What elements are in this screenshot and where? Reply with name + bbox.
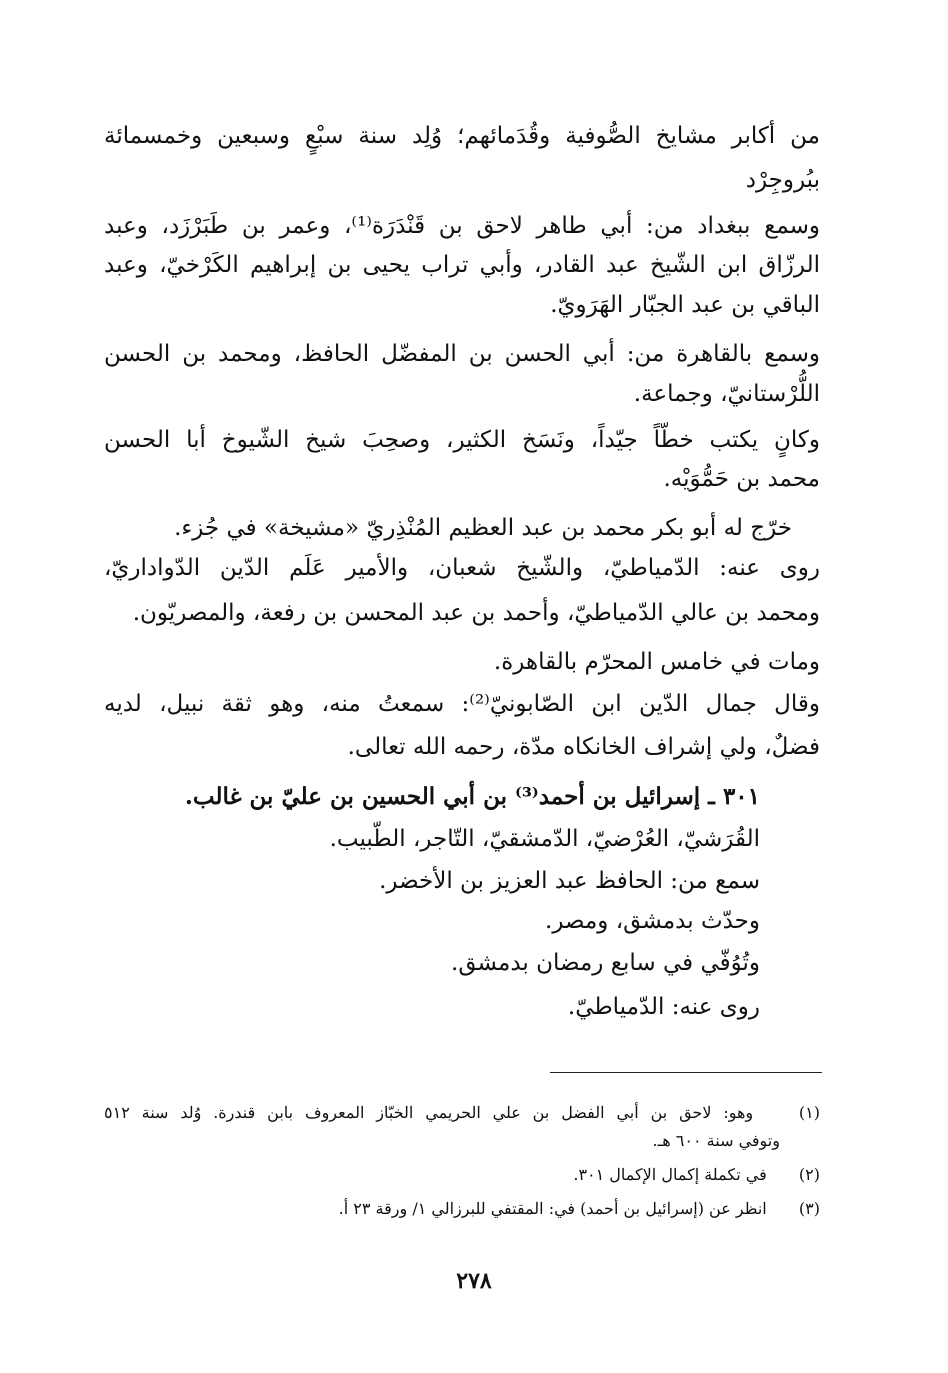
- body-line-6: وسمع بالقاهرة من: أبي الحسن بن المفضّل الحافظ، ومحمد بن الحسن: [104, 341, 820, 367]
- footnote-3: [339, 1196, 820, 1222]
- page-number: ٢٧٨: [456, 1268, 492, 1294]
- body-line-10: خرّج له أبو بكر محمد بن عبد العظيم المُنْذِريّ «مشيخة» في جُزء.: [174, 515, 792, 541]
- entry-301-line-4: وتُوُفّي في سابع رمضان بدمشق.: [451, 950, 760, 976]
- body-line-3: وسمع ببغداد من: أبي طاهر لاحق بن قَنْدَرَة⁽¹⁾، وعمر بن طَبَرْزَد، وعبد: [104, 213, 820, 239]
- body-line-5: الباقي بن عبد الجبّار الهَرَويّ.: [550, 292, 820, 318]
- body-line-12: ومحمد بن عالي الدّمياطيّ، وأحمد بن عبد المحسن بن رفعة، والمصريّون.: [132, 600, 820, 626]
- footnote-1-text: وهو: لاحق بن أبي الفضل بن علي الحريمي الخبّاز المعروف بابن قندرة. وُلد سنة ٥١٢: [104, 1103, 754, 1122]
- body-line-8: وكانٍ يكتب خطّاً جيّداً، ونَسَخ الكثير، وصحِبَ شيخ الشّيوخ أبا الحسن: [104, 427, 820, 453]
- entry-301-line-5: روى عنه: الدّمياطيّ.: [567, 994, 760, 1020]
- entry-301-heading: ٣٠١ ـ إسرائيل بن أحمد⁽³⁾ بن أبي الحسين بن عليّ بن غالب.: [184, 783, 760, 810]
- body-line-13: ومات في خامس المحرّم بالقاهرة.: [493, 649, 820, 675]
- body-line-11: روى عنه: الدّمياطيّ، والشّيخ شعبان، والأمير عَلَم الدّين الدّواداريّ،: [104, 555, 820, 581]
- footnote-2-number: (٢): [798, 1165, 820, 1184]
- body-line-4: الرزّاق ابن الشّيخ عبد القادر، وأبي تراب يحيى بن إبراهيم الكَرْخيّ، وعبد: [104, 252, 820, 278]
- body-line-9: محمد بن حَمُّوَيْه.: [663, 466, 820, 492]
- footnote-1-number: (١): [798, 1103, 820, 1122]
- footnote-1-continuation: وتوفي سنة ٦٠٠ هـ.: [652, 1131, 780, 1150]
- body-line-2: ببُروجِرْد: [745, 167, 820, 193]
- footnote-3-text: انظر عن (إسرائيل بن أحمد) في: المقتفي للبرزالي ١/ ورقة ٢٣ أ.: [338, 1199, 767, 1218]
- footnote-1: [104, 1100, 820, 1126]
- body-line-1: من أكابر مشايخ الصُّوفية وقُدَمائهم؛ وُلِد سنة سبْعٍ وسبعين وخمسمائة: [104, 123, 820, 149]
- footnote-2-text: في تكملة إكمال الإكمال ٣٠١.: [573, 1165, 767, 1184]
- footnote-separator: [550, 1072, 822, 1073]
- entry-301-line-2: سمع من: الحافظ عبد العزيز بن الأخضر.: [379, 868, 760, 894]
- body-line-14: وقال جمال الدّين ابن الصّابونيّ⁽²⁾: سمعتُ منه، وهو ثقة نبيل، لديه: [104, 691, 820, 717]
- footnote-2: [573, 1162, 820, 1188]
- body-line-15: فضلٌ، ولي إشراف الخانكاه مدّة، رحمه الله تعالى.: [347, 734, 820, 760]
- entry-301-line-1: القُرَشيّ، العُرْضيّ، الدّمشقيّ، التّاجر، الطّبيب.: [329, 826, 760, 852]
- body-line-7: اللُّرْستانيّ، وجماعة.: [633, 381, 820, 407]
- footnote-3-number: (٣): [798, 1199, 820, 1218]
- entry-301-line-3: وحدّث بدمشق، ومصر.: [545, 908, 760, 934]
